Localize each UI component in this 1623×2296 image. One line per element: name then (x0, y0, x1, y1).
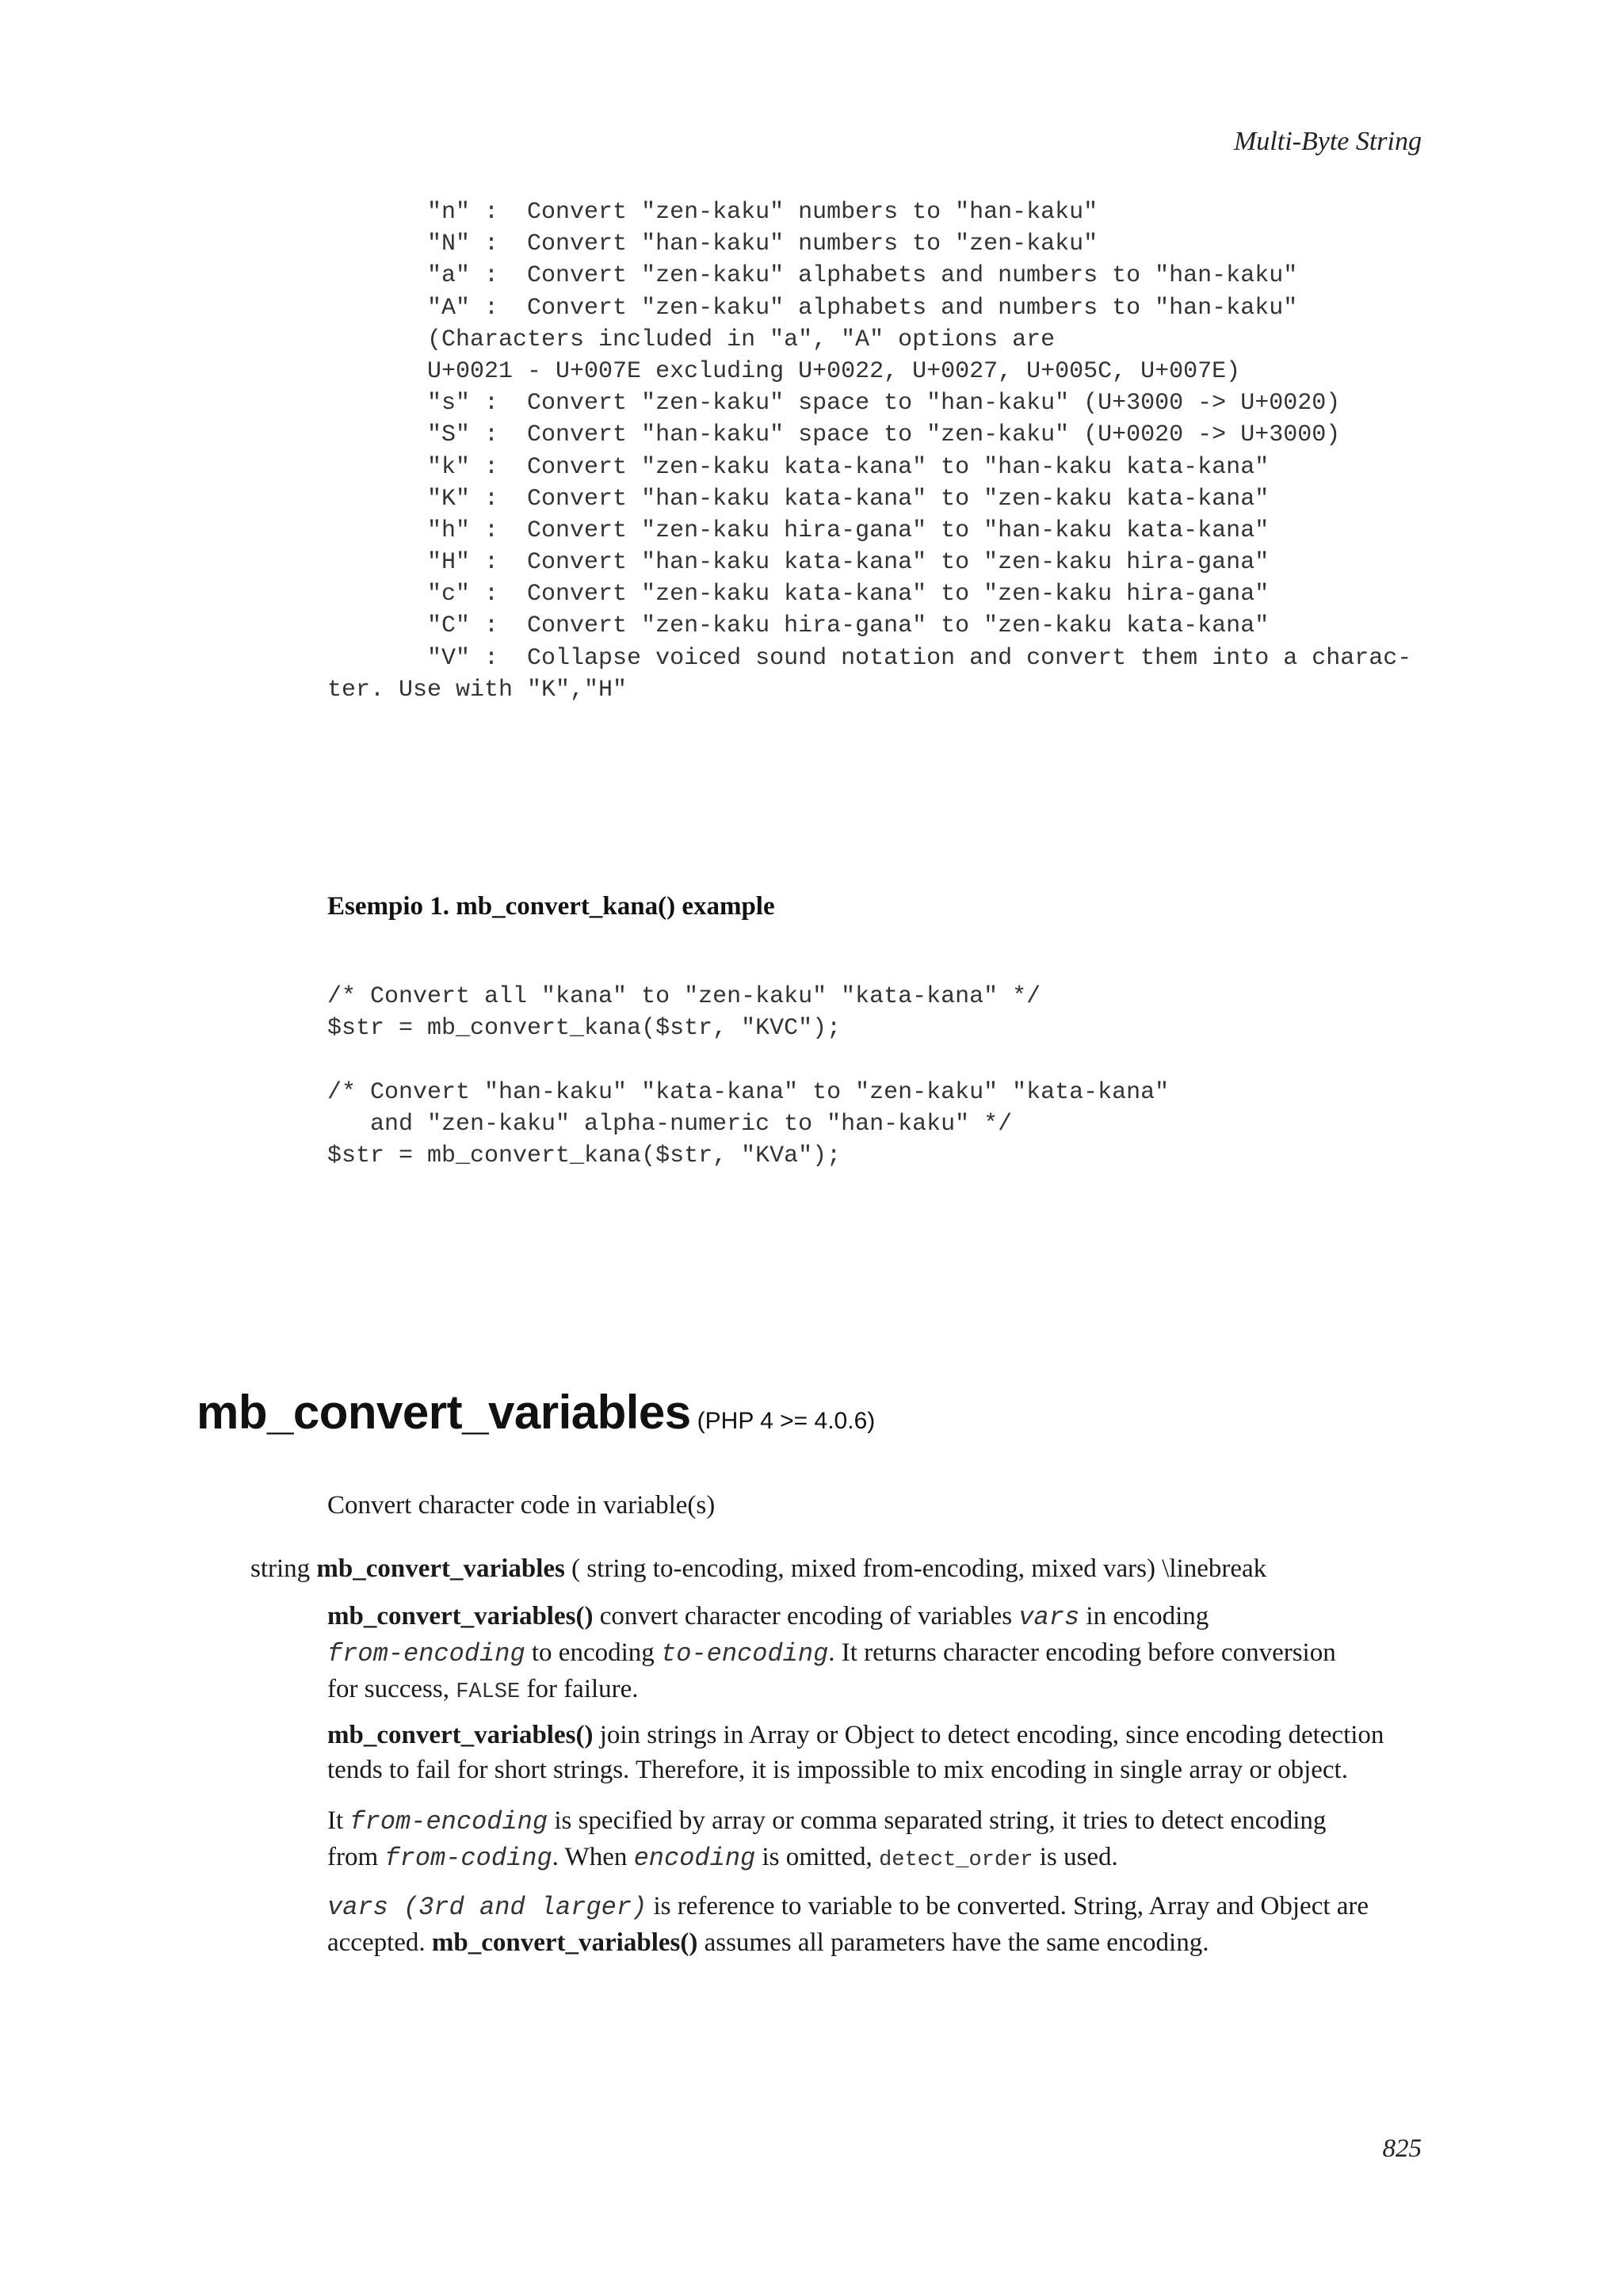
code-line (327, 1044, 1169, 1076)
text-run: to encoding (525, 1638, 662, 1667)
running-header: Multi-Byte String (1233, 127, 1422, 156)
option-line: "C" : Convert "zen-kaku hira-gana" to "zen-kaku kata-kana" (327, 612, 1270, 640)
text-run: . When (552, 1843, 634, 1871)
option-line: U+0021 - U+007E excluding U+0022, U+0027, U+005C, U+007E) (327, 357, 1241, 385)
parameter-ref: from-coding (384, 1844, 552, 1873)
constant-ref: detect_order (879, 1848, 1033, 1872)
synopsis-params: ( string to-encoding, mixed from-encoding, mixed vars) \linebreak (571, 1554, 1267, 1583)
text-run: is specified by array or comma separated string, it tries to detect encoding (548, 1806, 1327, 1835)
description-paragraph (327, 1599, 1437, 1710)
option-line: "A" : Convert "zen-kaku" alphabets and numbers to "han-kaku" (327, 294, 1298, 322)
function-ref: mb_convert_variables() (327, 1721, 594, 1749)
text-run: in encoding (1079, 1602, 1209, 1630)
description-paragraph (327, 1889, 1437, 1960)
parameter-ref: from-encoding (327, 1639, 525, 1669)
text-run: tends to fail for short strings. Therefore, it is impossible to mix encoding in single array or object. (327, 1756, 1348, 1784)
option-line: "a" : Convert "zen-kaku" alphabets and numbers to "han-kaku" (327, 262, 1298, 290)
option-line: "S" : Convert "han-kaku" space to "zen-kaku" (U+0020 -> U+3000) (327, 421, 1341, 449)
synopsis-return-type: string (250, 1554, 311, 1583)
code-line: /* Convert all "kana" to "zen-kaku" "kata-kana" */ (327, 983, 1041, 1010)
options-list (327, 196, 1411, 706)
option-line: (Characters included in "a", "A" options are (327, 326, 1056, 353)
description-paragraph (327, 1718, 1437, 1787)
code-line: and "zen-kaku" alpha-numeric to "han-kaku" */ (327, 1110, 1013, 1138)
code-line: $str = mb_convert_kana($str, "KVa"); (327, 1142, 842, 1169)
option-line: "V" : Collapse voiced sound notation and convert them into a charac- (327, 644, 1412, 672)
example-code-block (327, 981, 1169, 1172)
text-run: for failure. (520, 1675, 639, 1703)
function-name: mb_convert_variables (197, 1386, 691, 1439)
text-run: from (327, 1843, 385, 1871)
parameter-ref: encoding (633, 1844, 756, 1873)
option-line: "s" : Convert "zen-kaku" space to "han-kaku" (U+3000 -> U+0020) (327, 390, 1341, 418)
text-run: assumes all parameters have the same encoding. (697, 1928, 1209, 1957)
function-ref: mb_convert_variables() (327, 1602, 594, 1630)
text-run: join strings in Array or Object to detect encoding, since encoding detection (593, 1721, 1384, 1749)
function-ref: mb_convert_variables() (431, 1928, 698, 1957)
example-title: Esempio 1. mb_convert_kana() example (327, 892, 775, 921)
text-run: convert character encoding of variables (593, 1602, 1019, 1630)
option-line: "n" : Convert "zen-kaku" numbers to "han-kaku" (327, 199, 1098, 226)
option-line: "H" : Convert "han-kaku kata-kana" to "zen-kaku hira-gana" (327, 549, 1270, 577)
code-line: $str = mb_convert_kana($str, "KVC"); (327, 1015, 842, 1043)
synopsis-function-name: mb_convert_variables (316, 1554, 565, 1583)
text-run: . It returns character encoding before conversion (828, 1638, 1336, 1667)
parameter-ref: vars (1018, 1603, 1080, 1632)
parameter-ref: from-encoding (349, 1807, 548, 1836)
option-line: "h" : Convert "zen-kaku hira-gana" to "han-kaku kata-kana" (327, 517, 1270, 544)
function-version: (PHP 4 >= 4.0.6) (697, 1408, 876, 1434)
option-line: "N" : Convert "han-kaku" numbers to "zen-kaku" (327, 231, 1098, 258)
text-run: It (327, 1806, 350, 1835)
option-line: "k" : Convert "zen-kaku kata-kana" to "han-kaku kata-kana" (327, 453, 1270, 481)
text-run: accepted. (327, 1928, 432, 1957)
option-line: ter. Use with "K","H" (327, 676, 628, 704)
parameter-ref: vars (3rd and larger) (327, 1893, 647, 1922)
function-synopsis (250, 1554, 1266, 1584)
description-paragraph (327, 1803, 1437, 1878)
function-heading (197, 1385, 875, 1440)
constant-ref: FALSE (456, 1680, 521, 1704)
parameter-ref: to-encoding (661, 1639, 829, 1669)
page-number: 825 (1382, 2134, 1422, 2163)
function-purpose: Convert character code in variable(s) (327, 1491, 716, 1520)
text-run: is omitted, (755, 1843, 880, 1871)
text-run: is reference to variable to be converted. String, Array and Object are (647, 1892, 1369, 1920)
option-line: "c" : Convert "zen-kaku kata-kana" to "zen-kaku hira-gana" (327, 581, 1270, 608)
text-run: is used. (1033, 1843, 1118, 1871)
text-run: for success, (327, 1675, 456, 1703)
code-line: /* Convert "han-kaku" "kata-kana" to "zen-kaku" "kata-kana" (327, 1078, 1170, 1106)
option-line: "K" : Convert "han-kaku kata-kana" to "zen-kaku kata-kana" (327, 485, 1270, 513)
